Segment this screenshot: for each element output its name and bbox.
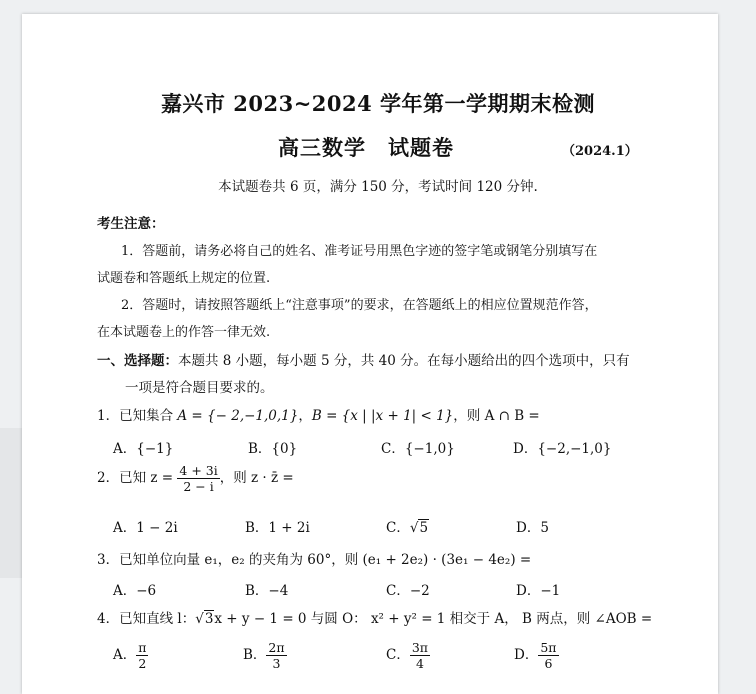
question-1-option-c: C．{−1,0}: [381, 441, 455, 457]
question-4-number: 4．: [97, 611, 120, 627]
question-1-sep: ，: [298, 408, 312, 424]
question-4-text-a: 已知直线 l：: [119, 611, 196, 627]
question-4-option-d-label: D．: [514, 647, 539, 664]
question-1-text-b: ，则 A ∩ B =: [453, 408, 540, 424]
section-1-heading: [97, 349, 630, 369]
question-4-option-d-den: 6: [544, 656, 553, 672]
question-4-option-b-num: 2π: [268, 640, 285, 655]
question-1-option-a: A．{−1}: [113, 441, 174, 457]
question-2-text-b: ，则 z · z̄ =: [219, 470, 294, 487]
question-4-option-d-fraction: [538, 641, 558, 670]
question-3-text: 已知单位向量 e₁，e₂ 的夹角为 60°，则 (e₁ + 2e₂) · (3e₁ − 4e₂) =: [119, 552, 532, 568]
question-2-frac-den: 2 − i: [183, 479, 214, 495]
question-2-option-c: C．√5: [386, 520, 429, 536]
notice-item-2-line-2: 在本试题卷上的作答一律无效.: [97, 325, 271, 340]
question-4-option-a-num: π: [138, 640, 147, 655]
question-1: [97, 404, 540, 424]
question-4-option-c-label: C．: [386, 647, 410, 664]
notice-heading: 考生注意：: [97, 216, 165, 232]
question-3: [97, 548, 531, 568]
section-1-desc-line-2: 一项是符合题目要求的。: [125, 380, 274, 396]
question-1-option-d: D．{−2,−1,0}: [513, 441, 612, 457]
question-4-option-a-fraction: [136, 641, 148, 670]
question-3-option-c: C．−2: [386, 583, 430, 599]
question-2-option-a: A．1 − 2i: [113, 520, 178, 536]
question-4-option-c-den: 4: [415, 656, 424, 672]
question-1-option-b: B．{0}: [248, 441, 298, 457]
question-3-option-a: A．−6: [113, 583, 157, 599]
notice-item-1-line-1: 1．答题前，请务必将自己的姓名、准考证号用黑色字迹的签字笔或钢笔分别填写在: [121, 244, 598, 259]
question-4-root: 3: [204, 611, 214, 627]
notice-item-1-line-2: 试题卷和答题纸上规定的位置.: [97, 271, 271, 286]
question-3-option-b: B．−4: [245, 583, 289, 599]
question-2-frac-num: 4 + 3i: [179, 463, 218, 478]
section-1-desc: 本题共 8 小题，每小题 5 分，共 40 分。在每小题给出的四个选项中，只有: [178, 353, 630, 369]
question-3-number: 3．: [97, 552, 120, 568]
exam-title: 嘉兴市 2023~2024 学年第一学期期末检测: [160, 91, 596, 116]
question-3-option-d: D．−1: [516, 583, 561, 599]
question-4-option-d-num: 5π: [540, 640, 557, 655]
question-4-option-c: [386, 641, 430, 670]
question-1-set-b: B = {x | |x + 1| < 1}: [311, 408, 454, 424]
exam-intro: 本试题卷共 6 页，满分 150 分，考试时间 120 分钟.: [218, 179, 538, 195]
question-2-option-c-label: C．: [386, 520, 410, 536]
question-4-text-b: x + y − 1 = 0 与圆 O： x² + y² = 1 相交于 A， B 两点，则 ∠AOB =: [214, 611, 653, 627]
question-1-text-a: 已知集合: [119, 408, 178, 424]
question-4-option-b-fraction: [266, 641, 286, 670]
question-2-number: 2．: [97, 470, 120, 487]
question-4-option-b-den: 3: [272, 656, 281, 672]
question-4-option-a-den: 2: [138, 656, 147, 672]
notice-item-2-line-1: 2．答题时，请按照答题纸上“注意事项”的要求，在答题纸上的相应位置规范作答，: [121, 298, 598, 313]
question-2-option-d: D．5: [516, 520, 549, 536]
question-1-set-a: A = {− 2,−1,0,1}: [177, 408, 299, 424]
question-4: 4．已知直线 l：√3x + y − 1 = 0 与圆 O： x² + y² = 1 相交于 A， B 两点，则 ∠AOB =: [97, 611, 653, 627]
exam-date: （2024.1）: [562, 144, 638, 159]
background-panel: [0, 428, 22, 578]
question-2-option-c-root: 5: [419, 520, 429, 536]
exam-subtitle: 高三数学 试题卷: [278, 135, 454, 160]
question-2-fraction: [177, 464, 219, 493]
question-2-text-a: 已知 z =: [119, 470, 174, 487]
question-2-option-b: B．1 + 2i: [245, 520, 310, 536]
question-4-option-c-fraction: [410, 641, 430, 670]
question-4-option-b: [243, 641, 287, 670]
question-4-option-b-label: B．: [243, 647, 267, 664]
question-4-option-d: [514, 641, 559, 670]
section-1-label: 一、选择题：: [97, 353, 178, 369]
question-1-number: 1．: [97, 408, 120, 424]
question-4-option-a-label: A．: [113, 647, 137, 664]
question-4-option-c-num: 3π: [411, 640, 429, 655]
question-4-option-a: [113, 641, 148, 670]
question-2: [97, 464, 294, 493]
